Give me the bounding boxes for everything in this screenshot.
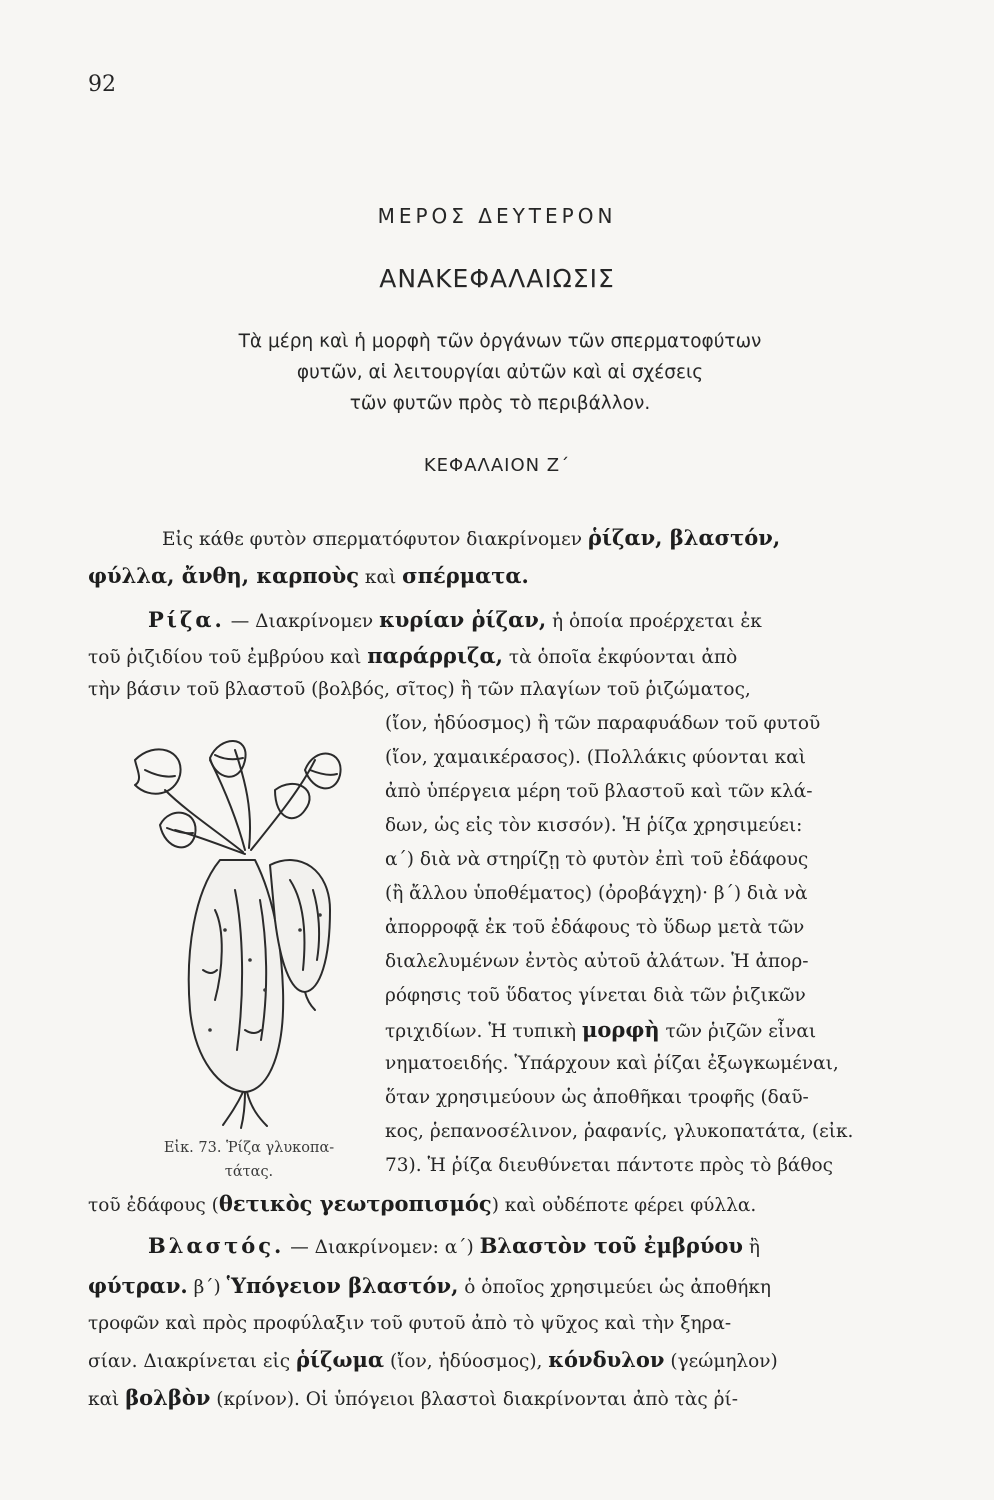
bold-term: κόνδυλον: [548, 1347, 665, 1372]
bold-term: κυρίαν ῥίζαν,: [379, 607, 547, 632]
riza-line: (ἴον, χαμαικέρασος). (Πολλάκις φύονται καὶ: [385, 747, 806, 768]
text-run: (κρίνον). Οἱ ὑπόγειοι βλαστοὶ διακρίνονται ἀπὸ τὰς ῥί-: [210, 1389, 738, 1410]
riza-line: [88, 642, 737, 672]
bold-term: ῥίζωμα: [295, 1347, 385, 1372]
text-run: τριχιδίων. Ἡ τυπικὴ: [385, 1021, 582, 1042]
section-term: Βλαστός.: [148, 1233, 285, 1258]
subtitle-line: φυτῶν, αἱ λειτουργίαι αὐτῶν καὶ αἱ σχέσεις: [296, 362, 704, 383]
text-run: (ἴον, ἡδύοσμος),: [384, 1351, 549, 1372]
chapter-heading: ΚΕΦΑΛΑΙΟΝ Ζ΄: [423, 455, 571, 476]
part-heading: ΜΕΡΟΣ ΔΕΥΤΕΡΟΝ: [377, 204, 617, 228]
text-run: ἡ ὁποία προέρχεται ἐκ: [546, 611, 762, 632]
riza-line: 73). Ἡ ῥίζα διευθύνεται πάντοτε πρὸς τὸ βάθος: [385, 1155, 834, 1176]
riza-line: τὴν βάσιν τοῦ βλαστοῦ (βολβός, σῖτος) ἢ τῶν πλαγίων τοῦ ῥιζώματος,: [88, 679, 751, 700]
riza-line: (ἴον, ἡδύοσμος) ἢ τῶν παραφυάδων τοῦ φυτοῦ: [385, 713, 821, 734]
figure-caption: [118, 1136, 380, 1184]
text-run: τὰ ὁποῖα ἐκφύονται ἀπὸ: [502, 647, 738, 668]
text-run: τοῦ ἐδάφους (: [88, 1195, 219, 1216]
riza-line: (ἢ ἄλλου ὑποθέματος) (ὀροβάγχη)· β΄) διὰ νὰ: [385, 883, 808, 904]
caption-line: τάτας.: [224, 1164, 274, 1180]
page-number: 92: [88, 72, 116, 97]
text-run: β΄): [187, 1277, 227, 1298]
vlastos-line: [88, 1346, 778, 1376]
text-run: τοῦ ῥιζιδίου τοῦ ἐμβρύου καὶ: [88, 647, 368, 668]
bold-term: σπέρματα.: [402, 563, 529, 588]
text-run: ὁ ὁποῖος χρησιμεύει ὡς ἀποθήκη: [458, 1277, 771, 1298]
riza-line: ὅταν χρησιμεύουν ὡς ἀποθῆκαι τροφῆς (δαῦ-: [385, 1087, 809, 1108]
riza-line: ρόφησις τοῦ ὕδατος γίνεται διὰ τῶν ῥιζικῶν: [385, 985, 806, 1006]
text-run: Εἰς κάθε φυτὸν σπερματόφυτον διακρίνομεν: [162, 529, 588, 550]
riza-line: α΄) διὰ νὰ στηρίζῃ τὸ φυτὸν ἐπὶ τοῦ ἐδάφους: [385, 849, 809, 870]
recap-heading: ΑΝΑΚΕΦΑΛΑΙΩΣΙΣ: [379, 264, 615, 293]
bold-term: Ὑπόγειον βλαστόν,: [226, 1273, 459, 1298]
riza-line: κος, ῥεπανοσέλινον, ῥαφανίς, γλυκοπατάτα, (εἰκ.: [385, 1121, 854, 1142]
sweet-potato-illustration: [125, 730, 385, 1130]
riza-line: δων, ὡς εἰς τὸν κισσόν). Ἡ ῥίζα χρησιμεύει:: [385, 815, 803, 836]
bold-term: φύλλα, ἄνθη, καρποὺς: [88, 563, 360, 588]
intro-line: [162, 524, 780, 554]
riza-line: [385, 1016, 816, 1046]
vlastos-line: [88, 1384, 738, 1414]
text-run: καὶ: [88, 1389, 126, 1410]
riza-line: [88, 1190, 756, 1220]
vlastos-line: [148, 1232, 760, 1262]
bold-term: παράρριζα,: [367, 643, 503, 668]
riza-line: [148, 606, 762, 636]
riza-line: νηματοειδής. Ὑπάρχουν καὶ ῥίζαι ἐξωγκωμέναι,: [385, 1053, 839, 1074]
text-run: σίαν. Διακρίνεται εἰς: [88, 1351, 296, 1372]
bold-term: θετικὸς γεωτροπισμός: [218, 1191, 492, 1216]
text-run: — Διακρίνομεν: α΄): [284, 1237, 480, 1258]
section-subtitle: [150, 326, 850, 419]
subtitle-line: τῶν φυτῶν πρὸς τὸ περιβάλλον.: [349, 393, 651, 414]
bold-term: ῥίζαν, βλαστόν,: [587, 525, 781, 550]
riza-line: ἀπὸ ὑπέργεια μέρη τοῦ βλαστοῦ καὶ τῶν κλά-: [385, 781, 813, 802]
caption-line: Εἰκ. 73. Ῥίζα γλυκοπα-: [163, 1140, 335, 1156]
intro-line: [88, 562, 529, 592]
text-run: τῶν ῥιζῶν εἶναι: [659, 1021, 817, 1042]
text-run: ἢ: [742, 1237, 760, 1258]
text-run: (γεώμηλον): [664, 1351, 778, 1372]
bold-term: βολβὸν: [125, 1385, 211, 1410]
text-run: καὶ: [359, 567, 403, 588]
text-run: ) καὶ οὐδέποτε φέρει φύλλα.: [491, 1195, 757, 1216]
vlastos-line: τροφῶν καὶ πρὸς προφύλαξιν τοῦ φυτοῦ ἀπὸ τὸ ψῦχος καὶ τὴν ξηρα-: [88, 1313, 732, 1334]
bold-term: φύτραν.: [88, 1273, 188, 1298]
vlastos-line: [88, 1272, 771, 1302]
bold-term: μορφὴ: [581, 1017, 660, 1042]
riza-line: διαλελυμένων ἐντὸς αὐτοῦ ἀλάτων. Ἡ ἀπορ-: [385, 951, 809, 972]
bold-term: Βλαστὸν τοῦ ἐμβρύου: [479, 1233, 743, 1258]
riza-line: ἀπορροφᾷ ἐκ τοῦ ἐδάφους τὸ ὕδωρ μετὰ τῶν: [385, 917, 805, 938]
subtitle-line: Τὰ μέρη καὶ ἡ μορφὴ τῶν ὀργάνων τῶν σπερματοφύτων: [238, 331, 762, 352]
section-term: Ρίζα.: [148, 607, 225, 632]
text-run: — Διακρίνομεν: [224, 611, 380, 632]
